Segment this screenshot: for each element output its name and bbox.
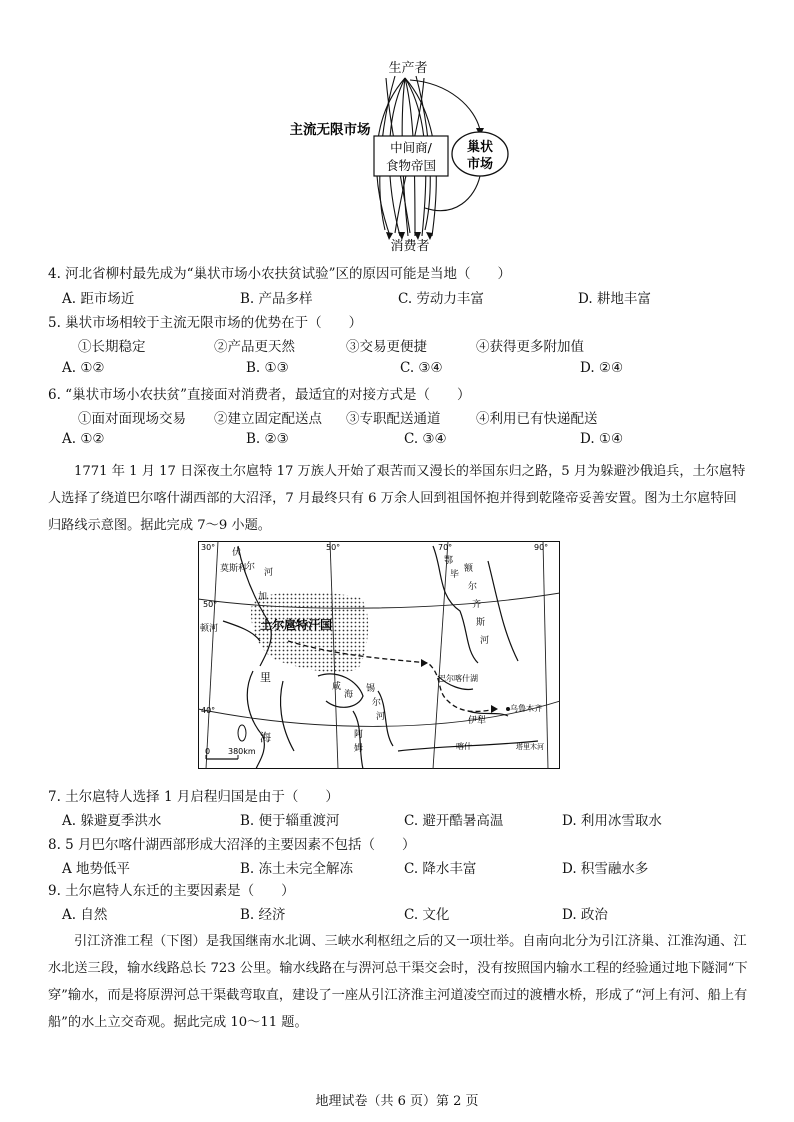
q4-option-a: A. 距市场近 (62, 291, 135, 307)
q5-item-2: ②产品更天然 (214, 339, 295, 355)
q6-item-1: ①面对面现场交易 (78, 411, 186, 427)
caspian-label-1: 里 (260, 671, 271, 684)
market-diagram (290, 58, 520, 253)
question-5-stem: 5. 巢状市场相较于主流无限市场的优势在于（ ） (48, 315, 363, 331)
irtysh-label-2: 尔 (468, 582, 478, 592)
ob-label-2: 毕 (450, 570, 460, 580)
q9-option-c: C. 文化 (404, 907, 450, 923)
amu-label-1: 阿 (354, 730, 364, 740)
q9-option-a: A. 自然 (62, 907, 108, 923)
page-footer: 地理试卷（共 6 页）第 2 页 (315, 1094, 479, 1109)
q7-option-d: D. 利用冰雪取水 (562, 813, 662, 829)
yili-label: 伊犁 (468, 716, 487, 726)
q5-item-4: ④获得更多附加值 (476, 339, 584, 355)
lon-50: 50° (326, 543, 341, 552)
volga-label-2: 尔 (246, 562, 256, 572)
question-9-stem: 9. 土尔扈特人东迁的主要因素是（ ） (48, 883, 295, 899)
q5-option-c: C. ③④ (400, 360, 443, 376)
q8-option-b: B. 冻土未完全解冻 (240, 861, 354, 877)
kashgar-label: 喀什 (456, 742, 472, 751)
q6-item-3: ③专职配送通道 (346, 411, 441, 427)
caspian-label-2: 海 (260, 731, 271, 744)
q8-option-c: C. 降水丰富 (404, 861, 477, 877)
syr-label-1: 锡 (366, 684, 376, 694)
q6-option-b: B. ②③ (246, 431, 289, 447)
volga-label-1: 伏 (232, 548, 242, 558)
q5-item-1: ①长期稳定 (78, 339, 146, 355)
urumqi-label: 乌鲁木齐 (510, 704, 542, 713)
don-label: 顿河 (200, 624, 219, 634)
q5-option-a: A. ①② (62, 360, 105, 376)
lat-40: 40° (201, 706, 216, 715)
q6-option-a: A. ①② (62, 431, 105, 447)
lat-50: 50° (203, 600, 218, 609)
q7-option-c: C. 避开酷暑高温 (404, 813, 504, 829)
q4-option-b: B. 产品多样 (240, 291, 313, 307)
q7-option-a: A. 躲避夏季洪水 (62, 813, 162, 829)
nest-market-label-2: 市场 (466, 157, 494, 172)
scale-label: 380km (228, 747, 256, 756)
q6-item-2: ②建立固定配送点 (214, 411, 322, 427)
irtysh-label-3: 齐 (472, 600, 482, 610)
lon-70: 70° (438, 543, 453, 552)
q6-option-c: C. ③④ (404, 431, 447, 447)
aral-label-2: 海 (344, 690, 354, 700)
volga-label-4: 河 (264, 568, 274, 578)
question-8-stem: 8. 5 月巴尔喀什湖西部形成大沼泽的主要因素不包括（ ） (48, 837, 416, 853)
irtysh-label-4: 斯 (476, 618, 486, 628)
middleman-label-2: 食物帝国 (385, 158, 437, 173)
lon-30: 30° (201, 543, 216, 552)
irtysh-label-5: 河 (480, 636, 490, 646)
q9-option-d: D. 政治 (562, 907, 608, 923)
q4-option-d: D. 耕地丰富 (578, 291, 651, 307)
passage-torghut: 1771 年 1 月 17 日深夜土尔扈特 17 万族人开始了艰苦而又漫长的举国东归之路，5 月为躲避沙俄追兵，土尔扈特人选择了绕道巴尔喀什湖西部的大沼泽，7 月最终只有 6 万余人回到祖国怀抱并得到乾隆帝妥善安置。图为土尔扈特回归路线示意图。据此完成 7～9 小题。 (48, 464, 746, 533)
aral-label-1: 咸 (332, 682, 342, 692)
q6-item-4: ④利用已有快递配送 (476, 411, 598, 427)
tarim-label: 塔里木河 (516, 743, 544, 751)
ob-label-1: 鄂 (444, 556, 454, 566)
q4-option-c: C. 劳动力丰富 (398, 291, 484, 307)
lon-90: 90° (534, 543, 549, 552)
question-6-stem: 6. “巢状市场小农扶贫”直接面对消费者，最适宜的对接方式是（ ） (48, 387, 471, 403)
passage-yangtze-huai: 引江济淮工程（下图）是我国继南水北调、三峡水利枢纽之后的又一项壮举。自南向北分为引江济巢、江淮沟通、江水北送三段，输水线路总长 723 公里。输水线路在与淠河总干渠交会时，没有按照国内输水工程的经验通过地下隧洞“下穿”输水，而是将原淠河总干渠截弯取直，建设了一座从引江济淮主河道凌空而过的渡槽水桥，形成了“河上有河、船上有船”的水上立交奇观。据此完成 10～11 题。 (48, 934, 748, 1030)
question-4-stem: 4. 河北省柳村最先成为“巢状市场小农扶贫试验”区的原因可能是当地（ ） (48, 266, 511, 282)
q8-option-d: D. 积雪融水多 (562, 861, 649, 877)
consumer-label: 消费者 (390, 239, 430, 253)
irtysh-label-1: 额 (464, 564, 474, 574)
question-7-stem: 7. 土尔扈特人选择 1 月启程归国是由于（ ） (48, 789, 339, 805)
q6-option-d: D. ①④ (580, 431, 624, 447)
balkhash-label: 巴尔喀什湖 (438, 674, 478, 683)
torghut-khanate-label: 土尔扈特汗国 (260, 618, 333, 632)
q7-option-b: B. 便于辎重渡河 (240, 813, 340, 829)
syr-label-3: 河 (376, 712, 386, 722)
q5-item-3: ③交易更便捷 (346, 339, 427, 355)
mainstream-market-label: 主流无限市场 (290, 122, 371, 138)
q9-option-b: B. 经济 (240, 907, 286, 923)
syr-label-2: 尔 (372, 698, 382, 708)
moscow-label: 莫斯科 (220, 564, 248, 574)
q5-option-d: D. ②④ (580, 360, 624, 376)
q8-option-a: A 地势低平 (62, 861, 131, 877)
q5-option-b: B. ①③ (246, 360, 289, 376)
producer-label: 生产者 (388, 61, 428, 76)
middleman-label-1: 中间商/ (390, 140, 432, 155)
nest-market-label-1: 巢状 (466, 140, 494, 155)
scale-zero: 0 (205, 747, 211, 756)
amu-label-2: 姆 (354, 744, 364, 754)
volga-label-3: 加 (258, 592, 268, 602)
torghut-route-map (198, 541, 560, 769)
